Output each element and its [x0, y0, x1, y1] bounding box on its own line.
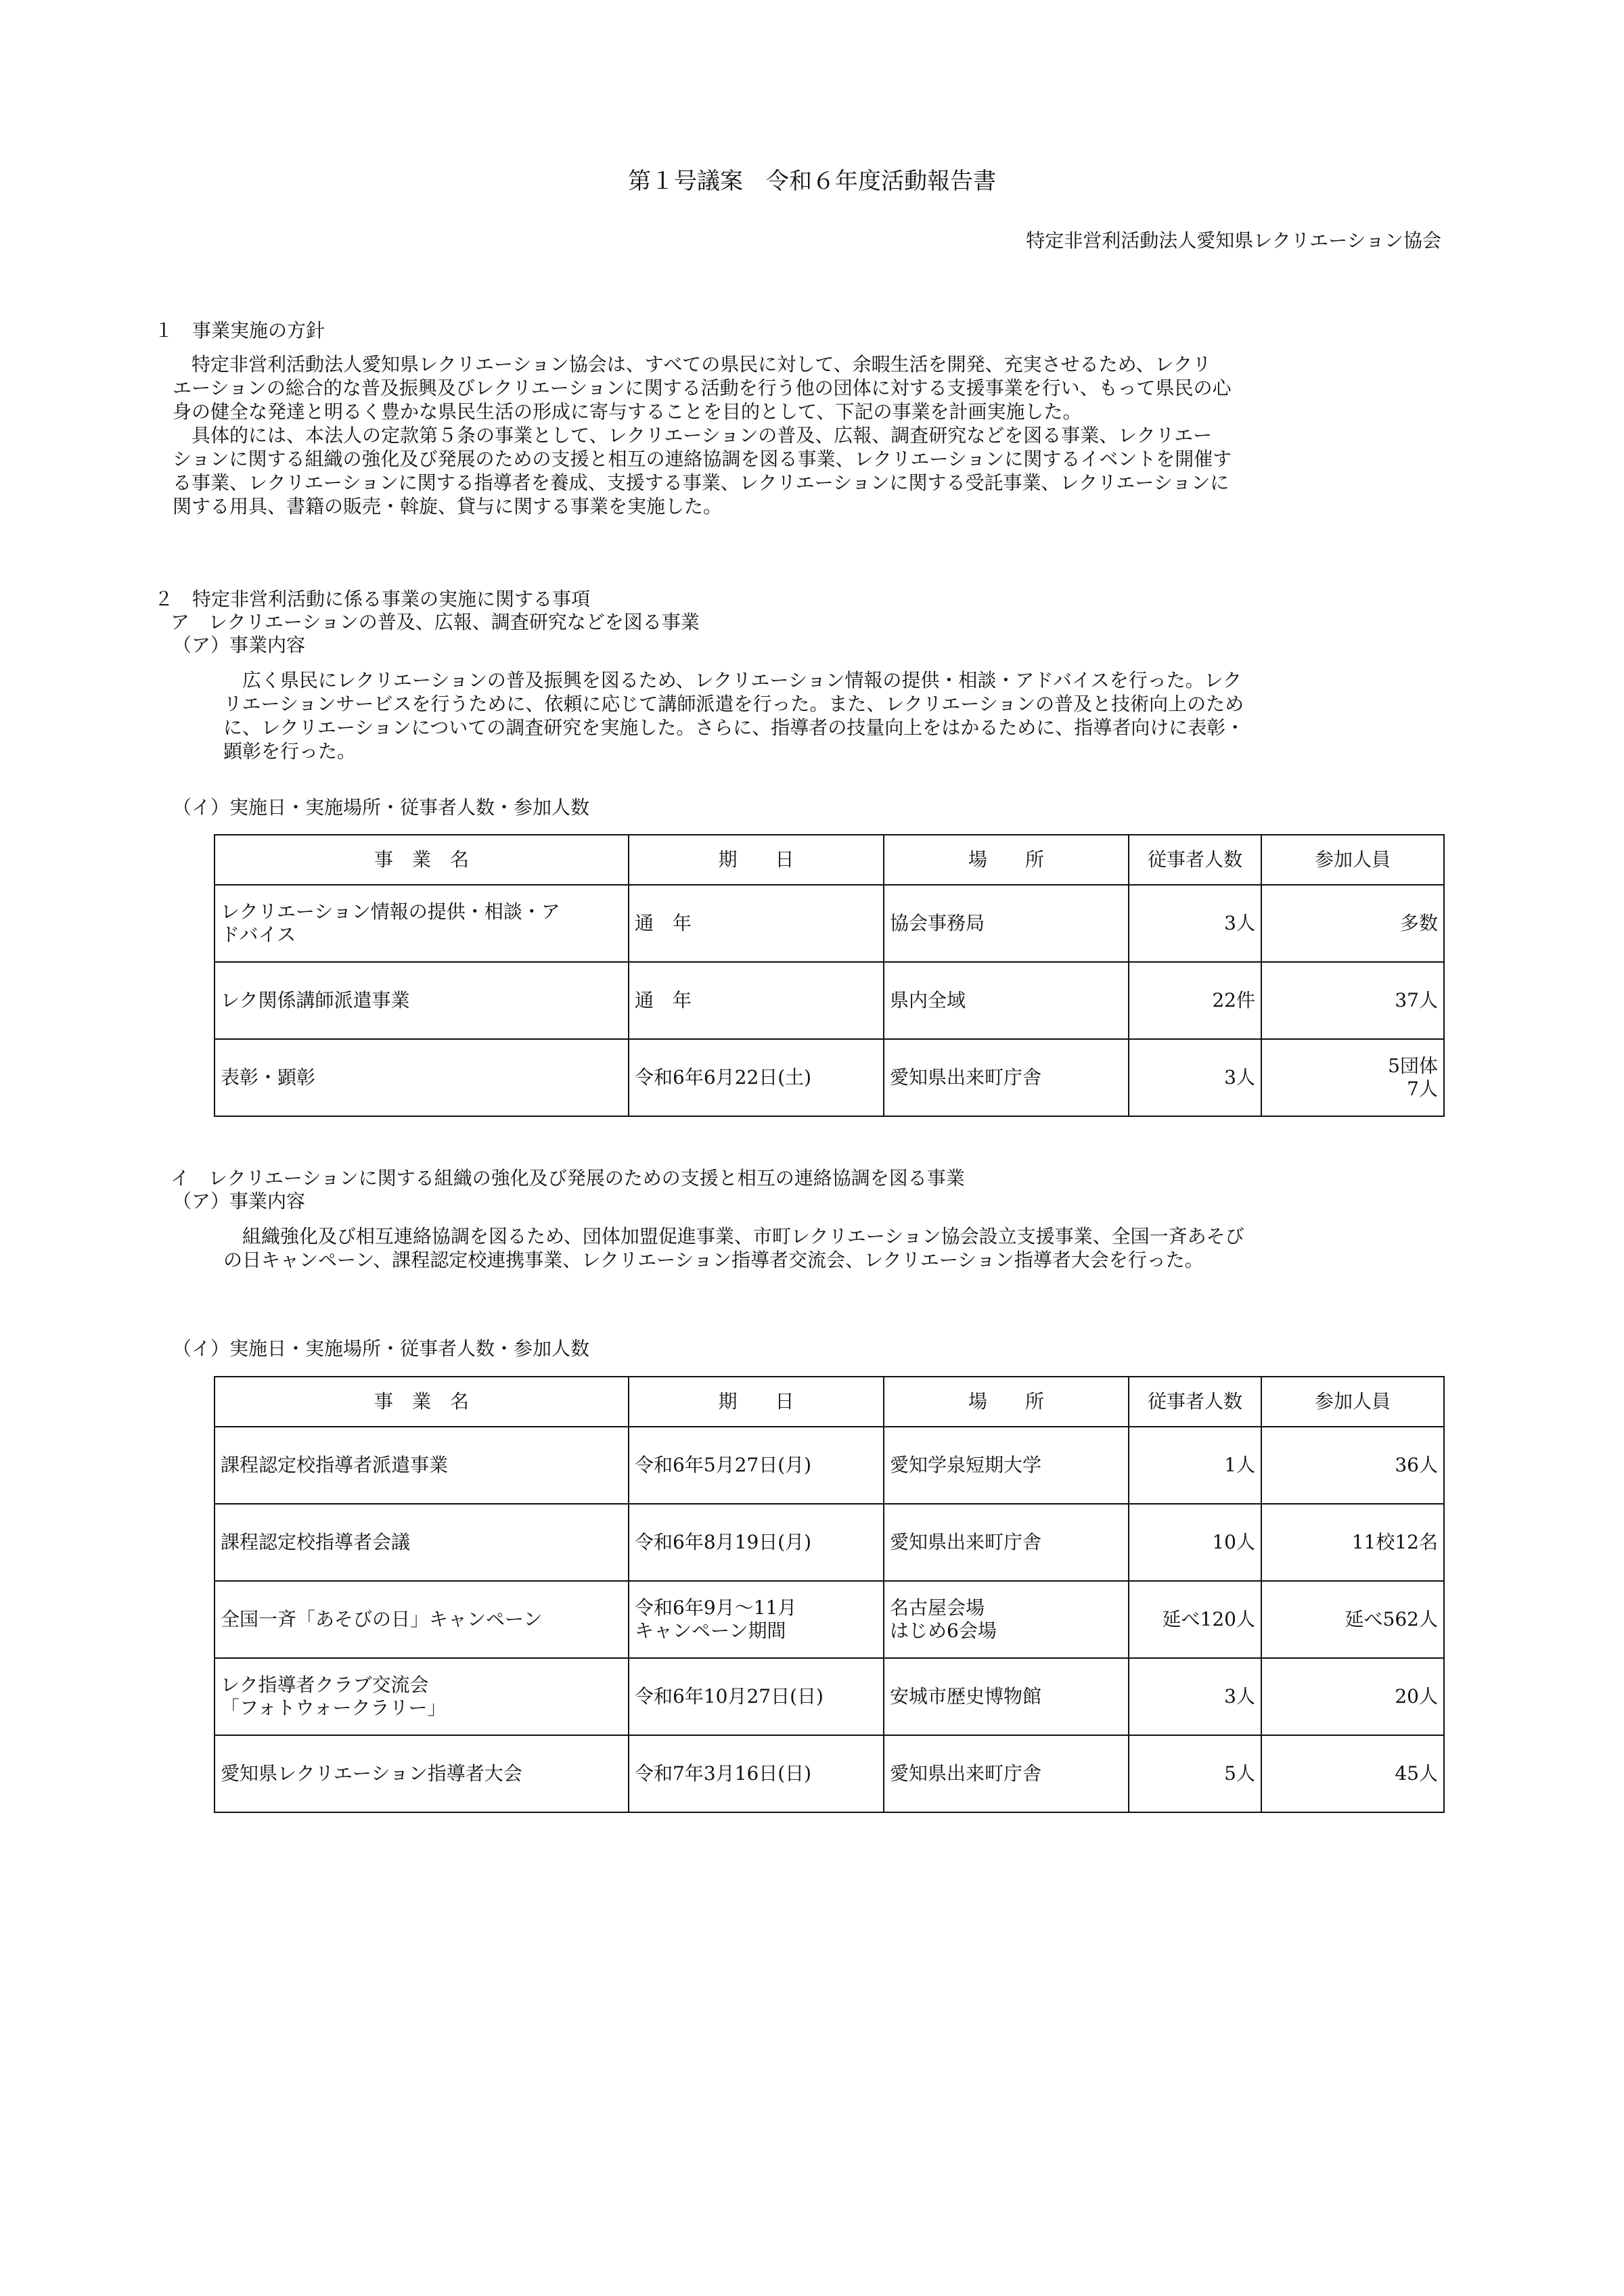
section1-line: ションに関する組織の強化及び発展のための支援と相互の連絡協調を図る事業、レクリエーションに関するイベントを開催す: [173, 448, 1232, 470]
header-participants: 参加人員: [1261, 1377, 1444, 1427]
cell-staff: 1人: [1129, 1427, 1261, 1504]
cell-name: レク関係講師派遣事業: [215, 962, 629, 1039]
header-staff: 従事者人数: [1129, 1377, 1261, 1427]
table-row: [215, 1039, 1444, 1116]
cell-place: 愛知県出来町庁舎: [884, 1504, 1129, 1581]
cell-name: 全国一斉「あそびの日」キャンペーン: [215, 1581, 629, 1658]
section1-line: 具体的には、本法人の定款第５条の事業として、レクリエーションの普及、広報、調査研究などを図る事業、レクリエー: [173, 424, 1213, 446]
section2b-content-heading: （ア）事業内容: [173, 1190, 306, 1212]
cell-participants: 37人: [1261, 962, 1444, 1039]
cell-staff: 3人: [1129, 1039, 1261, 1116]
table-header-row: [215, 835, 1444, 885]
table-header-row: [215, 1377, 1444, 1427]
cell-staff: 10人: [1129, 1504, 1261, 1581]
cell-participants: 多数: [1261, 885, 1444, 962]
activity-table-a: [214, 834, 1445, 1117]
section2a-line: 広く県民にレクリエーションの普及振興を図るため、レクリエーション情報の提供・相談・アドバイスを行った。レク: [223, 669, 1242, 691]
section1-line: る事業、レクリエーションに関する指導者を養成、支援する事業、レクリエーションに関する受託事業、レクリエーションに: [173, 472, 1230, 494]
cell-name: 表彰・顕彰: [215, 1039, 629, 1116]
header-participants: 参加人員: [1261, 835, 1444, 885]
section1-paragraph: [173, 352, 1232, 518]
cell-date: 通 年: [629, 962, 884, 1039]
cell-participants: 延べ562人: [1261, 1581, 1444, 1658]
cell-staff: 3人: [1129, 885, 1261, 962]
cell-participants: 36人: [1261, 1427, 1444, 1504]
cell-place: 安城市歴史博物館: [884, 1658, 1129, 1735]
header-date: 期 日: [629, 1377, 884, 1427]
header-date: 期 日: [629, 835, 884, 885]
table-row: [215, 885, 1444, 962]
section1-heading: １ 事業実施の方針: [154, 319, 325, 342]
header-place: 場 所: [884, 835, 1129, 885]
table-row: [215, 1581, 1444, 1658]
cell-staff: 3人: [1129, 1658, 1261, 1735]
section2b-heading: イ レクリエーションに関する組織の強化及び発展のための支援と相互の連絡協調を図る事業: [171, 1167, 965, 1189]
section1-line: 特定非営利活動法人愛知県レクリエーション協会は、すべての県民に対して、余暇生活を開発、充実させるため、レクリ: [173, 353, 1211, 375]
cell-place: 愛知県出来町庁舎: [884, 1735, 1129, 1812]
cell-staff: 22件: [1129, 962, 1261, 1039]
header-staff: 従事者人数: [1129, 835, 1261, 885]
cell-place: 愛知県出来町庁舎: [884, 1039, 1129, 1116]
section1-line: 関する用具、書籍の販売・斡旋、貸与に関する事業を実施した。: [173, 495, 723, 518]
section2a-line: 顕彰を行った。: [223, 740, 357, 762]
cell-name: 愛知県レクリエーション指導者大会: [215, 1735, 629, 1812]
cell-date: 令和6年10月27日(日): [629, 1658, 884, 1735]
header-name: 事 業 名: [215, 835, 629, 885]
header-name: 事 業 名: [215, 1377, 629, 1427]
section2-heading: ２ 特定非営利活動に係る事業の実施に関する事項: [154, 588, 591, 610]
section2a-paragraph: [223, 668, 1244, 763]
table-row: [215, 1658, 1444, 1735]
header-place: 場 所: [884, 1377, 1129, 1427]
cell-staff: 延べ120人: [1129, 1581, 1261, 1658]
cell-date: 通 年: [629, 885, 884, 962]
section2a-line: に、レクリエーションについての調査研究を実施した。さらに、指導者の技量向上をはかるために、指導者向けに表彰・: [223, 716, 1245, 739]
activity-table-b: [214, 1376, 1445, 1813]
organization-name: 特定非営利活動法人愛知県レクリエーション協会: [1026, 229, 1441, 252]
section2a-line: リエーションサービスを行うために、依頼に応じて講師派遣を行った。また、レクリエーションの普及と技術向上のため: [223, 693, 1244, 715]
section2a-table-heading: （イ）実施日・実施場所・従事者人数・参加人数: [173, 796, 590, 819]
cell-staff: 5人: [1129, 1735, 1261, 1812]
cell-participants: 20人: [1261, 1658, 1444, 1735]
cell-participants: 45人: [1261, 1735, 1444, 1812]
section2a-content-heading: （ア）事業内容: [173, 634, 306, 656]
table-row: [215, 1427, 1444, 1504]
cell-participants: 5団体 7人: [1261, 1039, 1444, 1116]
cell-place: 名古屋会場 はじめ6会場: [884, 1581, 1129, 1658]
cell-date: 令和6年5月27日(月): [629, 1427, 884, 1504]
cell-place: 愛知学泉短期大学: [884, 1427, 1129, 1504]
cell-place: 協会事務局: [884, 885, 1129, 962]
cell-date: 令和6年8月19日(月): [629, 1504, 884, 1581]
section2b-paragraph: [223, 1224, 1244, 1272]
section2b-line: の日キャンペーン、課程認定校連携事業、レクリエーション指導者交流会、レクリエーション指導者大会を行った。: [223, 1249, 1204, 1271]
cell-date: 令和6年9月～11月 キャンペーン期間: [629, 1581, 884, 1658]
cell-name: 課程認定校指導者会議: [215, 1504, 629, 1581]
page-title: 第１号議案 令和６年度活動報告書: [628, 168, 996, 195]
cell-date: 令和7年3月16日(日): [629, 1735, 884, 1812]
table-row: [215, 1504, 1444, 1581]
cell-name: レク指導者クラブ交流会 「フォトウォークラリー」: [215, 1658, 629, 1735]
cell-participants: 11校12名: [1261, 1504, 1444, 1581]
section1-line: エーションの総合的な普及振興及びレクリエーションに関する活動を行う他の団体に対する支援事業を行い、もって県民の心: [173, 377, 1232, 399]
section1-line: 身の健全な発達と明るく豊かな県民生活の形成に寄与することを目的として、下記の事業を計画実施した。: [173, 400, 1082, 423]
section2b-line: 組織強化及び相互連絡協調を図るため、団体加盟促進事業、市町レクリエーション協会設立支援事業、全国一斉あそび: [223, 1225, 1244, 1247]
section2a-heading: ア レクリエーションの普及、広報、調査研究などを図る事業: [171, 611, 700, 633]
cell-name: レクリエーション情報の提供・相談・ア ドバイス: [215, 885, 629, 962]
table-row: [215, 1735, 1444, 1812]
cell-date: 令和6年6月22日(土): [629, 1039, 884, 1116]
cell-name: 課程認定校指導者派遣事業: [215, 1427, 629, 1504]
table-row: [215, 962, 1444, 1039]
cell-place: 県内全域: [884, 962, 1129, 1039]
section2b-table-heading: （イ）実施日・実施場所・従事者人数・参加人数: [173, 1337, 590, 1360]
